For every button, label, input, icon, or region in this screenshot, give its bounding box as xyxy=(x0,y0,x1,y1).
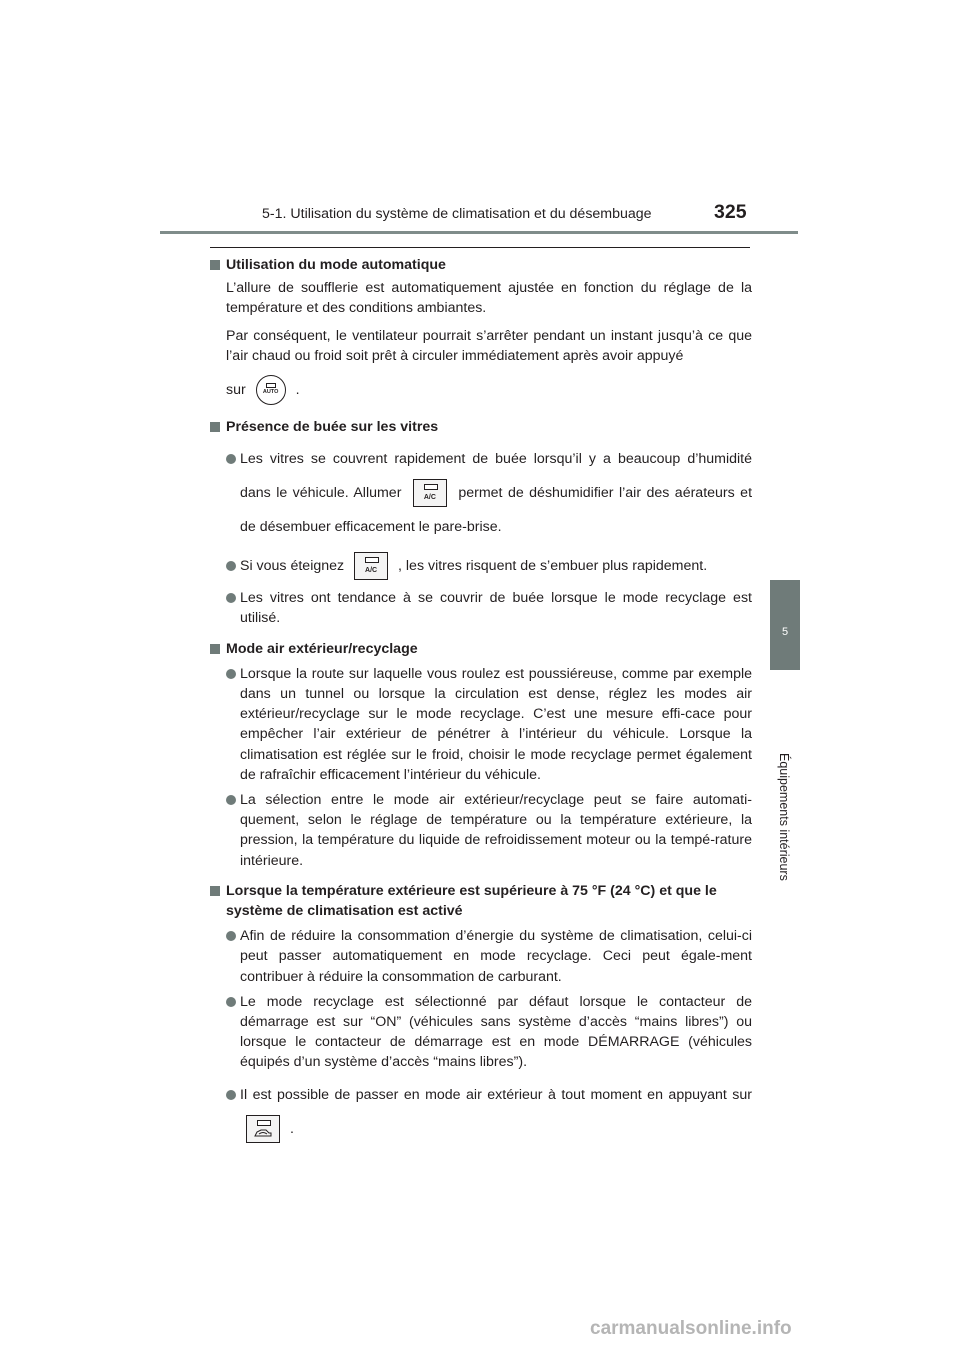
circle-bullet-icon xyxy=(226,593,236,603)
section-title: Mode air extérieur/recyclage xyxy=(210,639,752,659)
circle-bullet-icon xyxy=(226,795,236,805)
chapter-title-text: Équipements intérieurs xyxy=(777,753,791,881)
paragraph: Par conséquent, le ventilateur pourrait s’arrêter pendant un instant jusqu’à ce que l’air chaud ou froid soit prêt à circuler immédiatement après avoir appuyé xyxy=(226,327,752,364)
section-rule xyxy=(210,247,750,248)
auto-button-icon: AUTO xyxy=(256,375,286,405)
circle-bullet-icon xyxy=(226,454,236,464)
bullet-item: Les vitres se couvrent rapidement de buée lorsqu’il y a beaucoup d’humidité dans le véhicule. Allumer A/C permet de déshumidifier l’air des aérateurs et de désembuer efficacement le pare-brise. xyxy=(226,442,752,544)
ac-button-icon: A/C xyxy=(413,479,447,507)
section-high-temperature xyxy=(210,881,752,1146)
recirculation-button-icon xyxy=(246,1115,280,1143)
section-fog xyxy=(210,417,752,629)
square-bullet-icon xyxy=(210,422,220,432)
indicator-lamp xyxy=(365,557,379,563)
section-title: Utilisation du mode automatique xyxy=(210,255,752,275)
section-title: Lorsque la température extérieure est supérieure à 75 °F (24 °C) et que le système de climatisation est activé xyxy=(210,881,752,921)
chapter-number: 5 xyxy=(781,626,789,638)
indicator-lamp xyxy=(257,1120,271,1126)
header-rule xyxy=(160,231,798,234)
bullet-item: Les vitres ont tendance à se couvrir de buée lorsque le mode recyclage est utilisé. xyxy=(226,588,752,628)
bullet-item: Lorsque la route sur laquelle vous roulez est poussiéreuse, comme par exemple dans un tunnel ou lorsque la circulation est dense, réglez les modes air extérieur/recyclage sur le mode recyclage. C’est une mesure effi-cace pour empêcher l’air extérieur de pénétrer à l’intérieur du véhicule. Lorsque la climatisation est réglée sur le froid, choisir le mode recyclage permet également de rafraîchir efficacement l’intérieur du véhicule. xyxy=(226,664,752,785)
section-title: Présence de buée sur les vitres xyxy=(210,417,752,437)
circle-bullet-icon xyxy=(226,997,236,1007)
section-auto-mode xyxy=(210,255,752,407)
bullet-item: Si vous éteignez A/C , les vitres risquent de s’embuer plus rapidement. xyxy=(226,549,752,583)
paragraph: L’allure de soufflerie est automatiquement ajustée en fonction du réglage de la température et des conditions ambiantes. xyxy=(226,280,752,317)
square-bullet-icon xyxy=(210,886,220,896)
bullet-item: Afin de réduire la consommation d’énergie du système de climatisation, celui-ci peut passer automatiquement en mode recyclage. Ceci peut égale-ment contribuer à réduire la consommation de carburant. xyxy=(226,926,752,987)
main-content xyxy=(210,255,752,1146)
chapter-tab xyxy=(770,580,800,670)
bullet-item: La sélection entre le mode air extérieur/recyclage peut se faire automati-quement, selon le réglage de température ou la température extérieure, la pression, la température du liquide de refroidissement moteur ou la tempé-rature intérieure. xyxy=(226,790,752,871)
running-header: 5-1. Utilisation du système de climatisation et du désembuage xyxy=(262,206,652,222)
circle-bullet-icon xyxy=(226,931,236,941)
bullet-item: Le mode recyclage est sélectionné par défaut lorsque le contacteur de démarrage est sur “ON” (véhicules sans système d’accès “mains libres”) ou lorsque le contacteur de démarrage est en mode DÉMARRAGE (véhicules équipés d’un système d’accès “mains libres”). xyxy=(226,992,752,1073)
circle-bullet-icon xyxy=(226,1090,236,1100)
circle-bullet-icon xyxy=(226,669,236,679)
square-bullet-icon xyxy=(210,644,220,654)
car-recirculation-icon xyxy=(253,1128,273,1138)
page-number: 325 xyxy=(714,201,747,223)
bullet-item: Il est possible de passer en mode air extérieur à tout moment en appuyant sur . xyxy=(226,1078,752,1146)
indicator-lamp xyxy=(266,383,276,388)
section-recirculation xyxy=(210,639,752,871)
ac-button-icon: A/C xyxy=(354,552,388,580)
watermark: carmanualsonline.info xyxy=(590,1318,792,1339)
square-bullet-icon xyxy=(210,260,220,270)
circle-bullet-icon xyxy=(226,561,236,571)
paragraph: sur AUTO . xyxy=(226,373,752,407)
indicator-lamp xyxy=(424,484,438,490)
